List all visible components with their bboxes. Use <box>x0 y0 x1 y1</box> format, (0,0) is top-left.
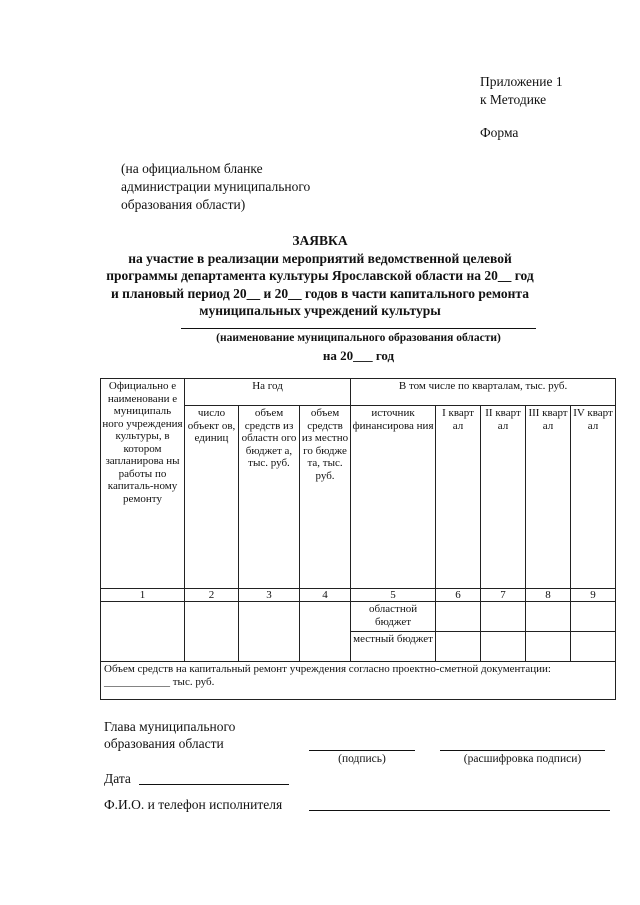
signatory-line-2: образования области <box>104 736 224 751</box>
title-heading: ЗАЯВКА <box>292 233 348 248</box>
header-quarter-4: IV кварт ал <box>571 406 616 589</box>
header-for-year: На год <box>185 379 351 406</box>
date-label: Дата <box>104 771 131 786</box>
date-fill-line[interactable] <box>139 784 289 785</box>
header-quarter-3: III кварт ал <box>526 406 571 589</box>
cell-object-count-input[interactable] <box>185 602 239 662</box>
table-footer-row <box>101 662 616 700</box>
column-number-row <box>101 589 616 602</box>
header-quarters-group: В том числе по кварталам, тыс. руб. <box>351 379 616 406</box>
signatory-line-1: Глава муниципального <box>104 719 236 734</box>
title-line-4: муниципальных учреждений культуры <box>199 303 441 318</box>
blank-line-1: (на официальном бланке <box>121 161 263 176</box>
source-local-budget: местный бюджет <box>351 632 436 662</box>
blank-line-2: администрации муниципального <box>121 179 311 194</box>
table-row-regional <box>101 602 616 632</box>
cell-q1-local[interactable] <box>436 632 481 662</box>
column-number: 7 <box>481 589 526 602</box>
cell-q4-regional[interactable] <box>571 602 616 632</box>
header-regional-budget: объем средств из областн ого бюджет а, тыс. руб. <box>239 406 300 589</box>
column-number: 2 <box>185 589 239 602</box>
application-table <box>100 378 616 700</box>
header-local-budget: объем средств из местно го бюдже та, тыс. руб. <box>300 406 351 589</box>
year-line: на 20___ год <box>322 348 395 363</box>
cell-q2-local[interactable] <box>481 632 526 662</box>
header-institution-name: Официально е наименовани е муниципаль ного учреждения культуры, в котором запланирова ны работы по капиталь-ному ремонту <box>101 379 185 589</box>
total-estimate-note: Объем средств на капитальный ремонт учреждения согласно проектно-сметной документации: ____________ тыс. руб. <box>101 662 616 700</box>
header-object-count: число объект ов, единиц <box>185 406 239 589</box>
blank-line-3: образования области) <box>121 197 246 212</box>
column-number: 4 <box>300 589 351 602</box>
signature-caption: (подпись) <box>338 753 386 765</box>
column-number: 1 <box>101 589 185 602</box>
signatory-title <box>104 718 235 752</box>
cell-local-budget-input[interactable] <box>300 602 351 662</box>
cell-q3-regional[interactable] <box>526 602 571 632</box>
source-regional-budget: областной бюджет <box>351 602 436 632</box>
header-quarter-2: II кварт ал <box>481 406 526 589</box>
cell-institution-input[interactable] <box>101 602 185 662</box>
title-line-2: программы департамента культуры Ярославской области на 20__ год <box>106 268 534 283</box>
document-title <box>100 232 540 320</box>
cell-q3-local[interactable] <box>526 632 571 662</box>
signature-decode-caption: (расшифровка подписи) <box>463 753 582 765</box>
header-quarter-1: I кварт ал <box>436 406 481 589</box>
executor-label: Ф.И.О. и телефон исполнителя <box>104 797 283 812</box>
cell-regional-budget-input[interactable] <box>239 602 300 662</box>
signature-decode-fill-line[interactable] <box>440 750 605 751</box>
column-number: 5 <box>351 589 436 602</box>
column-number: 9 <box>571 589 616 602</box>
column-number: 3 <box>239 589 300 602</box>
appendix-line-1: Приложение 1 <box>480 74 563 89</box>
form-label: Форма <box>480 125 519 140</box>
executor-fill-line[interactable] <box>309 810 610 811</box>
column-number: 6 <box>436 589 481 602</box>
official-blank-note <box>121 160 310 214</box>
appendix-reference <box>480 73 563 109</box>
appendix-line-2: к Методике <box>480 92 547 107</box>
header-funding-source: источник финансирова ния <box>351 406 436 589</box>
municipality-fill-line[interactable] <box>181 328 536 329</box>
cell-q2-regional[interactable] <box>481 602 526 632</box>
column-number: 8 <box>526 589 571 602</box>
cell-q1-regional[interactable] <box>436 602 481 632</box>
municipality-caption: (наименование муниципального образования области) <box>216 332 501 344</box>
title-line-3: и плановый период 20__ и 20__ годов в части капитального ремонта <box>111 285 529 301</box>
title-line-1: на участие в реализации мероприятий ведомственной целевой <box>128 250 512 266</box>
cell-q4-local[interactable] <box>571 632 616 662</box>
signature-fill-line[interactable] <box>309 750 415 751</box>
